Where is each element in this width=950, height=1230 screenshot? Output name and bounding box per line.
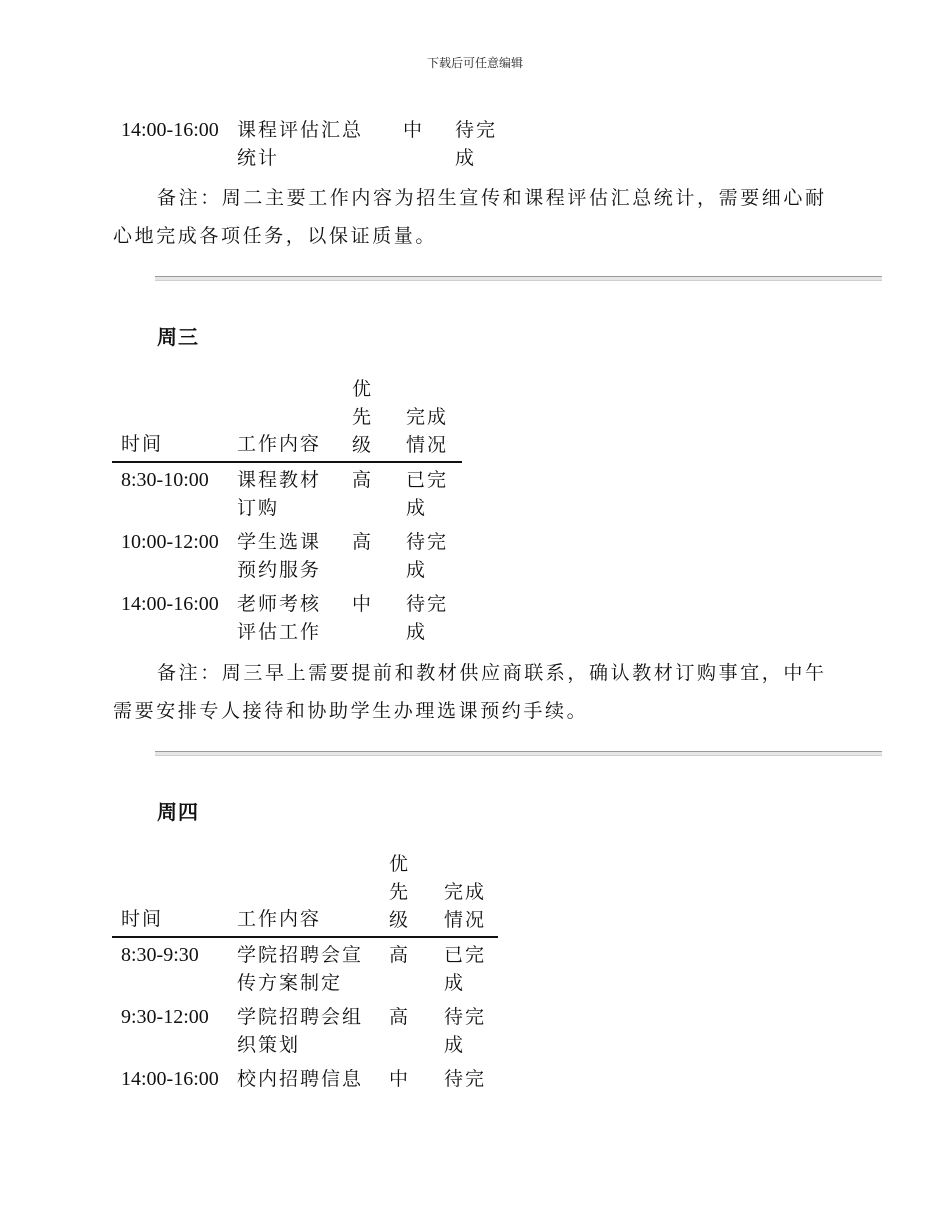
table-cell-task: 课程教材订购 bbox=[237, 469, 322, 519]
section-divider bbox=[155, 751, 882, 756]
table-cell-priority: 中 bbox=[403, 119, 425, 141]
table-cell-time: 14:00-16:00 bbox=[121, 1068, 219, 1090]
table-cell-priority: 高 bbox=[389, 944, 411, 966]
table-cell-status: 待完成 bbox=[406, 593, 449, 643]
table-cell-status: 已完成 bbox=[444, 944, 487, 994]
table-cell-status: 待完成 bbox=[455, 119, 498, 169]
section-title-wednesday: 周三 bbox=[157, 325, 199, 349]
table-header-rule bbox=[112, 461, 462, 463]
table-cell-task: 学生选课预约服务 bbox=[237, 531, 322, 581]
table-cell-status: 待完 bbox=[444, 1068, 487, 1090]
table-cell-task: 老师考核评估工作 bbox=[237, 593, 322, 643]
table-cell-time: 14:00-16:00 bbox=[121, 119, 219, 141]
table-header-status: 完成情况 bbox=[444, 881, 487, 931]
section-divider bbox=[155, 276, 882, 281]
section-title-thursday: 周四 bbox=[157, 800, 199, 824]
table-header-priority: 优先级 bbox=[352, 378, 374, 456]
table-cell-status: 待完成 bbox=[406, 531, 449, 581]
table-cell-status: 待完成 bbox=[444, 1006, 487, 1056]
wednesday-note: 备注：周三早上需要提前和教材供应商联系，确认教材订购事宜，中午需要安排专人接待和协助学生办理选课预约手续。 bbox=[113, 662, 827, 722]
table-header-time: 时间 bbox=[121, 433, 164, 455]
table-header-rule bbox=[112, 936, 498, 938]
table-cell-task: 学院招聘会宣传方案制定 bbox=[237, 944, 364, 994]
table-cell-task: 学院招聘会组织策划 bbox=[237, 1006, 364, 1056]
table-cell-time: 8:30-10:00 bbox=[121, 469, 209, 491]
table-cell-priority: 高 bbox=[352, 469, 374, 491]
table-cell-priority: 高 bbox=[389, 1006, 411, 1028]
table-cell-time: 9:30-12:00 bbox=[121, 1006, 209, 1028]
table-cell-priority: 中 bbox=[389, 1068, 411, 1090]
table-cell-priority: 高 bbox=[352, 531, 374, 553]
table-cell-time: 10:00-12:00 bbox=[121, 531, 219, 553]
table-cell-time: 14:00-16:00 bbox=[121, 593, 219, 615]
page-header: 下载后可任意编辑 bbox=[426, 56, 523, 70]
table-cell-time: 8:30-9:30 bbox=[121, 944, 199, 966]
table-header-time: 时间 bbox=[121, 908, 164, 930]
table-header-priority: 优先级 bbox=[389, 853, 411, 931]
table-header-task: 工作内容 bbox=[237, 908, 322, 930]
table-cell-task: 校内招聘信息 bbox=[237, 1068, 364, 1090]
table-cell-status: 已完成 bbox=[406, 469, 449, 519]
table-header-task: 工作内容 bbox=[237, 433, 322, 455]
table-header-status: 完成情况 bbox=[406, 406, 449, 456]
table-cell-priority: 中 bbox=[352, 593, 374, 615]
tuesday-note: 备注：周二主要工作内容为招生宣传和课程评估汇总统计，需要细心耐心地完成各项任务，以保证质量。 bbox=[113, 187, 827, 247]
table-cell-task: 课程评估汇总统计 bbox=[237, 119, 364, 169]
